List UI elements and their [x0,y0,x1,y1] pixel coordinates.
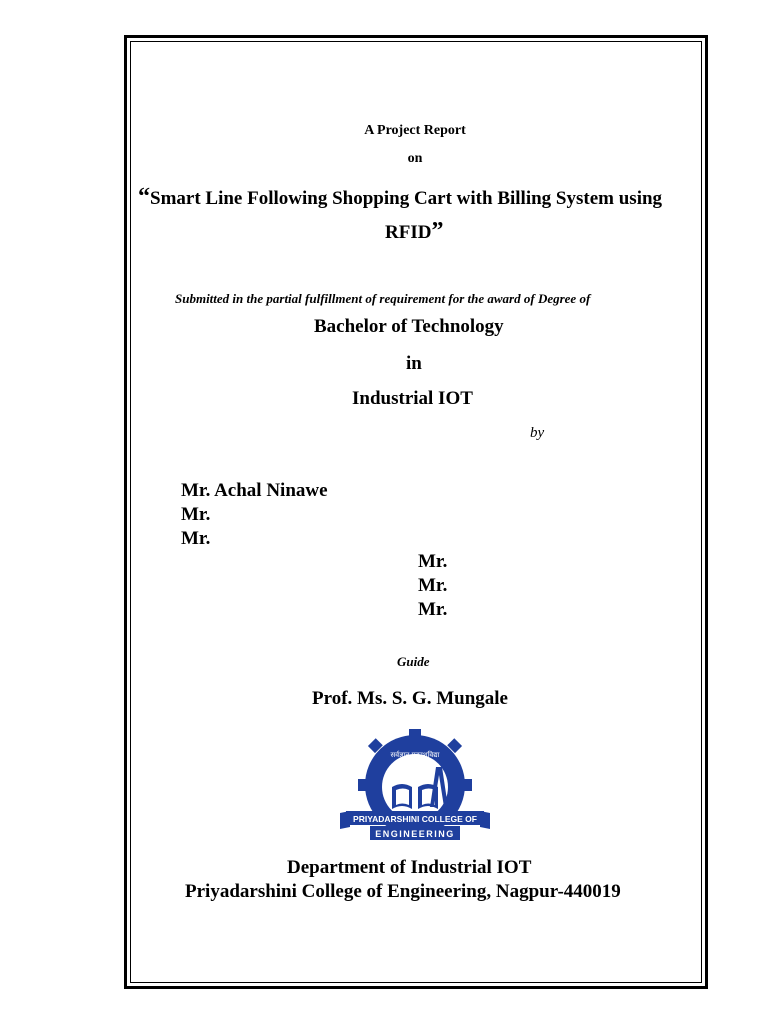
report-label: A Project Report [364,123,466,138]
degree-in: in [406,353,422,374]
logo-banner-line2: ENGINEERING [375,829,455,839]
degree: Bachelor of Technology [314,316,504,337]
logo-arc-text: सर्वज्ञान प्रकाशविद्या [390,751,440,759]
title-text-2: RFID [385,222,432,243]
project-title-line2 [385,218,443,245]
student-left-2: Mr. [181,504,211,525]
branch: Industrial IOT [352,388,473,409]
student-right-1: Mr. [418,551,448,572]
report-on: on [407,151,423,166]
title-text-1: Smart Line Following Shopping Cart with Billing System using [150,188,663,209]
by-label: by [530,425,545,441]
student-right-2: Mr. [418,575,448,596]
close-quote: ” [431,218,444,244]
department: Department of Industrial IOT [287,857,532,878]
guide-label: Guide [397,654,430,669]
student-right-3: Mr. [418,599,448,620]
college-logo-graphic [340,727,490,847]
logo-banner-line1: PRIYADARSHINI COLLEGE OF [353,814,477,824]
open-quote: “ [138,184,150,210]
submitted-text: Submitted in the partial fulfillment of requirement for the award of Degree of [175,291,591,306]
project-title-line1 [138,184,662,211]
college-logo [340,727,490,847]
guide-name: Prof. Ms. S. G. Mungale [312,688,508,709]
student-left-3: Mr. [181,528,211,549]
student-left-1: Mr. Achal Ninawe [181,480,328,501]
college-address: Priyadarshini College of Engineering, Nagpur-440019 [185,881,621,902]
